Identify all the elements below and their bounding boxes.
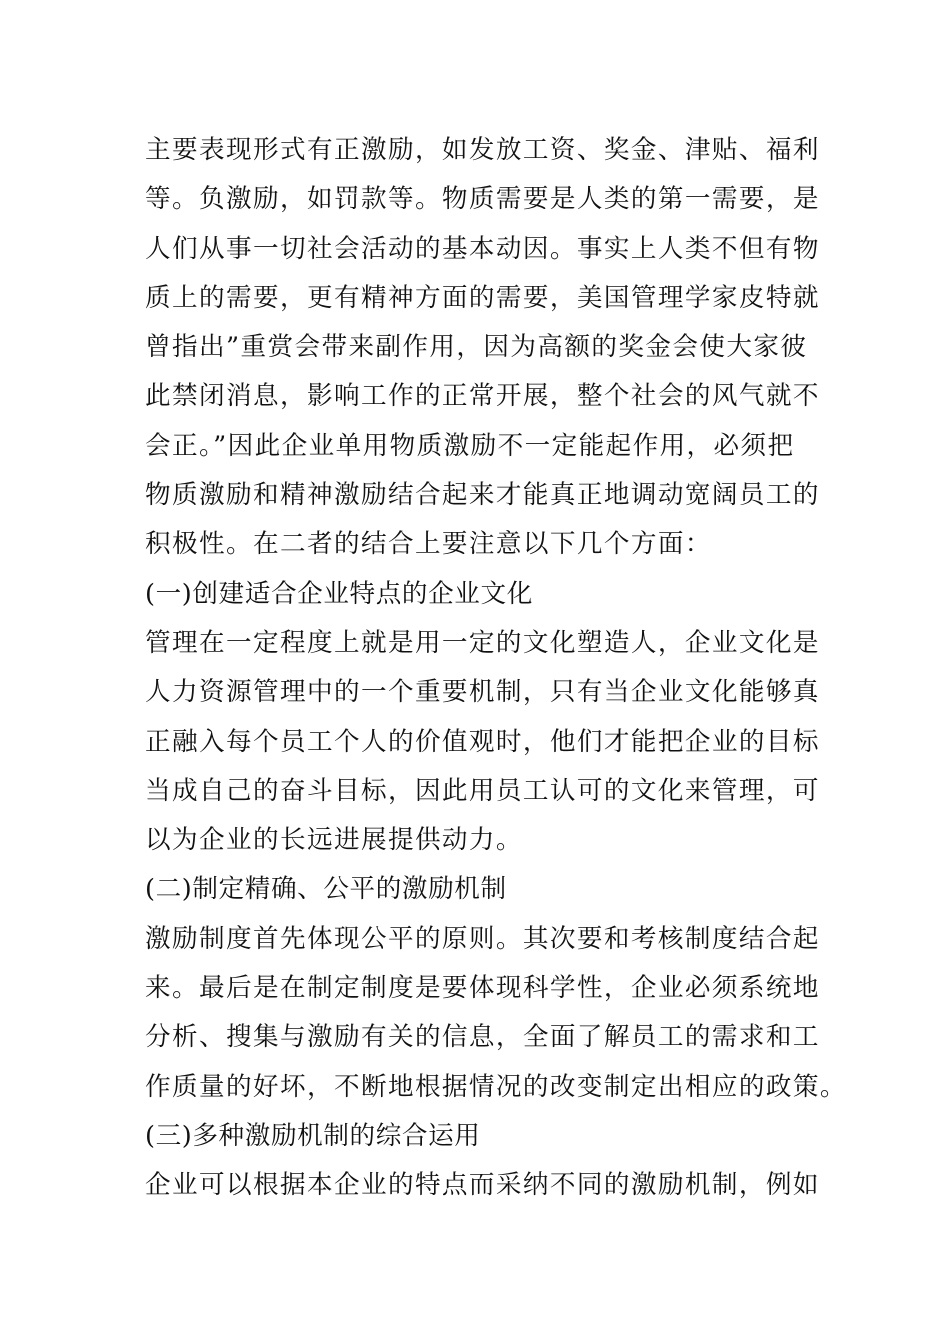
text-line: 作质量的好坏，不断地根据情况的改变制定出相应的政策。	[145, 1071, 847, 1102]
text-line: 企业可以根据本企业的特点而采纳不同的激励机制，例如	[145, 1170, 820, 1201]
section-heading-1: (一)创建适合企业特点的企业文化	[145, 578, 533, 609]
text-line: 分析、搜集与激励有关的信息，全面了解员工的需求和工	[145, 1022, 820, 1053]
text-line: 以为企业的长远进展提供动力。	[145, 825, 523, 856]
text-line: 物质激励和精神激励结合起来才能真正地调动宽阔员工的	[145, 480, 820, 511]
text-line: 人们从事一切社会活动的基本动因。事实上人类不但有物	[145, 233, 820, 264]
text-line: 此禁闭消息，影响工作的正常开展，整个社会的风气就不	[145, 381, 820, 412]
text-line: 人力资源管理中的一个重要机制，只有当企业文化能够真	[145, 677, 820, 708]
text-line: 曾指出”重赏会带来副作用，因为高额的奖金会使大家彼	[145, 332, 808, 363]
text-line: 质上的需要，更有精神方面的需要，美国管理学家皮特就	[145, 282, 820, 313]
text-line: 会正。”因此企业单用物质激励不一定能起作用，必须把	[145, 430, 795, 461]
text-line: 主要表现形式有正激励，如发放工资、奖金、津贴、福利	[145, 135, 820, 165]
section-heading-3: (三)多种激励机制的综合运用	[145, 1120, 481, 1151]
text-line: 等。负激励，如罚款等。物质需要是人类的第一需要，是	[145, 184, 820, 215]
text-line: 当成自己的奋斗目标，因此用员工认可的文化来管理，可	[145, 775, 820, 806]
text-line: 积极性。在二者的结合上要注意以下几个方面：	[145, 529, 712, 560]
text-line: 正融入每个员工个人的价值观时，他们才能把企业的目标	[145, 726, 820, 757]
section-heading-2: (二)制定精确、公平的激励机制	[145, 874, 507, 905]
document-body	[145, 126, 847, 1211]
text-line: 激励制度首先体现公平的原则。其次要和考核制度结合起	[145, 923, 820, 954]
text-line: 管理在一定程度上就是用一定的文化塑造人，企业文化是	[145, 627, 820, 658]
text-line: 来。最后是在制定制度是要体现科学性，企业必须系统地	[145, 973, 820, 1004]
